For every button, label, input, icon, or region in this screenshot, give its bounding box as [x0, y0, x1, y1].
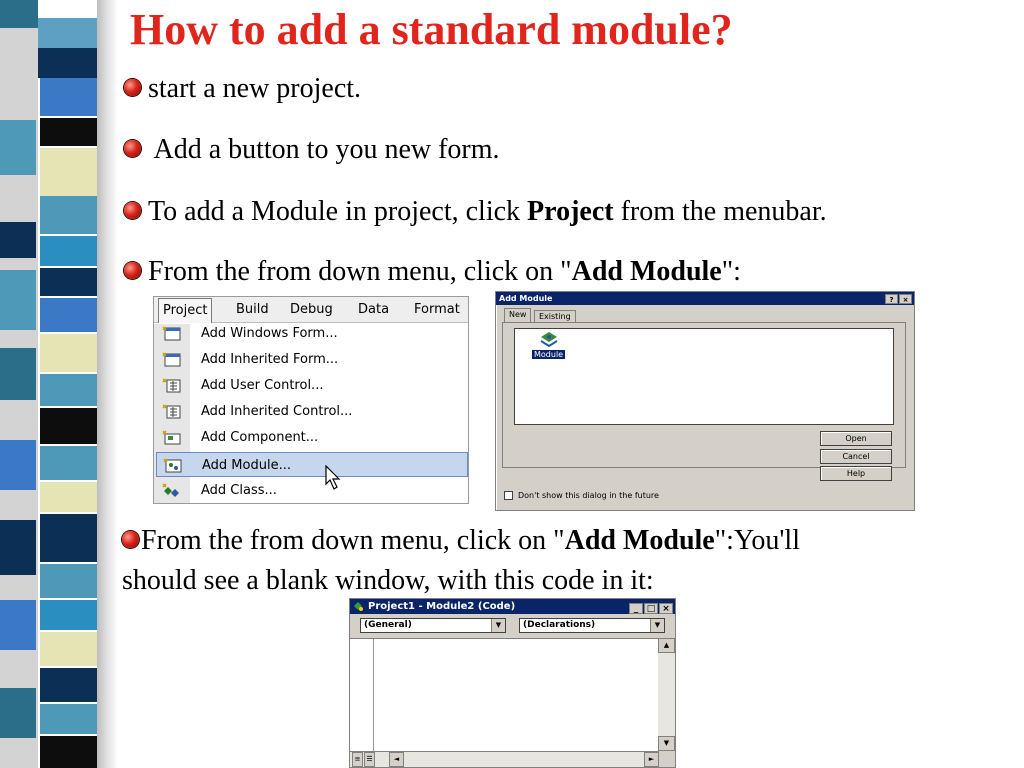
- inherited-control-icon: [162, 404, 182, 419]
- code-window-titlebar: Project1 - Module2 (Code) _ □ ×: [350, 599, 675, 614]
- user-control-icon: [162, 378, 182, 393]
- menu-project[interactable]: Project: [158, 298, 212, 323]
- module-template-label[interactable]: Module: [534, 350, 564, 359]
- scroll-right-icon[interactable]: ►: [644, 752, 659, 767]
- menubar: [154, 297, 468, 323]
- menu-item-add-windows-form[interactable]: Add Windows Form...: [156, 321, 468, 346]
- menu-data[interactable]: Data: [358, 302, 390, 317]
- bullet-icon: [124, 202, 141, 219]
- project-menu-screenshot: [153, 296, 469, 504]
- menu-item-add-inherited-form[interactable]: Add Inherited Form...: [156, 347, 468, 372]
- bullet-icon: [124, 79, 141, 96]
- help-dialog-button[interactable]: Help: [820, 466, 892, 481]
- bullet-2: Add a button to you new form.: [124, 133, 500, 167]
- tab-existing[interactable]: Existing: [534, 310, 576, 323]
- dialog-titlebar: Add Module ? ×: [496, 292, 914, 305]
- editor-margin: [350, 639, 374, 752]
- bullet-icon: [124, 140, 141, 157]
- scroll-up-icon[interactable]: ▲: [658, 638, 675, 653]
- bullet-1: start a new project.: [124, 72, 361, 106]
- bullet-icon: [124, 262, 141, 279]
- template-list[interactable]: [514, 328, 894, 425]
- inherited-form-icon: [162, 352, 182, 367]
- slide-title: How to add a standard module?: [130, 5, 733, 54]
- dont-show-checkbox[interactable]: [504, 491, 513, 500]
- close-button[interactable]: ×: [659, 603, 673, 614]
- horizontal-scrollbar[interactable]: [350, 751, 659, 767]
- bullet-5-line2: should see a blank window, with this code in it:: [122, 565, 654, 596]
- vertical-scrollbar[interactable]: [658, 638, 675, 751]
- scroll-left-icon[interactable]: ◄: [389, 752, 404, 767]
- open-button[interactable]: Open: [820, 431, 892, 446]
- class-icon: [162, 483, 182, 498]
- menu-item-add-module[interactable]: Add Module...: [156, 452, 468, 477]
- full-module-view-icon[interactable]: ☰: [364, 752, 375, 767]
- code-window: [349, 598, 676, 768]
- menu-item-add-user-control[interactable]: Add User Control...: [156, 373, 468, 398]
- chevron-down-icon[interactable]: ▼: [491, 619, 505, 632]
- cancel-button[interactable]: Cancel: [820, 449, 892, 464]
- close-button[interactable]: ×: [899, 294, 912, 304]
- help-button[interactable]: ?: [885, 294, 898, 304]
- menu-build[interactable]: Build: [236, 302, 269, 317]
- bullet-3: To add a Module in project, click Project from the menubar.: [124, 195, 827, 229]
- procedure-combo[interactable]: (Declarations) ▼: [519, 618, 665, 633]
- menu-debug[interactable]: Debug: [290, 302, 333, 317]
- scroll-down-icon[interactable]: ▼: [658, 736, 675, 751]
- menu-item-add-class[interactable]: Add Class...: [156, 478, 468, 503]
- mouse-cursor-icon: [325, 465, 343, 491]
- add-module-dialog: [495, 291, 915, 511]
- tab-new[interactable]: New: [504, 308, 531, 323]
- object-combo[interactable]: (General) ▼: [360, 618, 506, 633]
- menu-item-add-component[interactable]: Add Component...: [156, 425, 468, 450]
- bullet-icon: [122, 531, 139, 548]
- maximize-button[interactable]: □: [644, 603, 658, 614]
- procedure-view-icon[interactable]: ≡: [352, 752, 363, 767]
- bullet-5: From the from down menu, click on "Add Module":You'll: [122, 524, 800, 558]
- module-template-icon[interactable]: [537, 329, 561, 349]
- chevron-down-icon[interactable]: ▼: [650, 619, 664, 632]
- decorative-stripe: [0, 0, 118, 768]
- menu-item-add-inherited-control[interactable]: Add Inherited Control...: [156, 399, 468, 424]
- component-icon: [162, 430, 182, 445]
- module-icon: [163, 458, 183, 473]
- minimize-button[interactable]: _: [629, 603, 643, 614]
- bullet-4: From the from down menu, click on "Add Module":: [124, 255, 741, 289]
- menu-format[interactable]: Format: [414, 302, 460, 317]
- windows-form-icon: [162, 326, 182, 341]
- module-window-icon: [353, 601, 364, 612]
- dont-show-label: Don't show this dialog in the future: [518, 491, 659, 500]
- code-editor[interactable]: [350, 638, 659, 751]
